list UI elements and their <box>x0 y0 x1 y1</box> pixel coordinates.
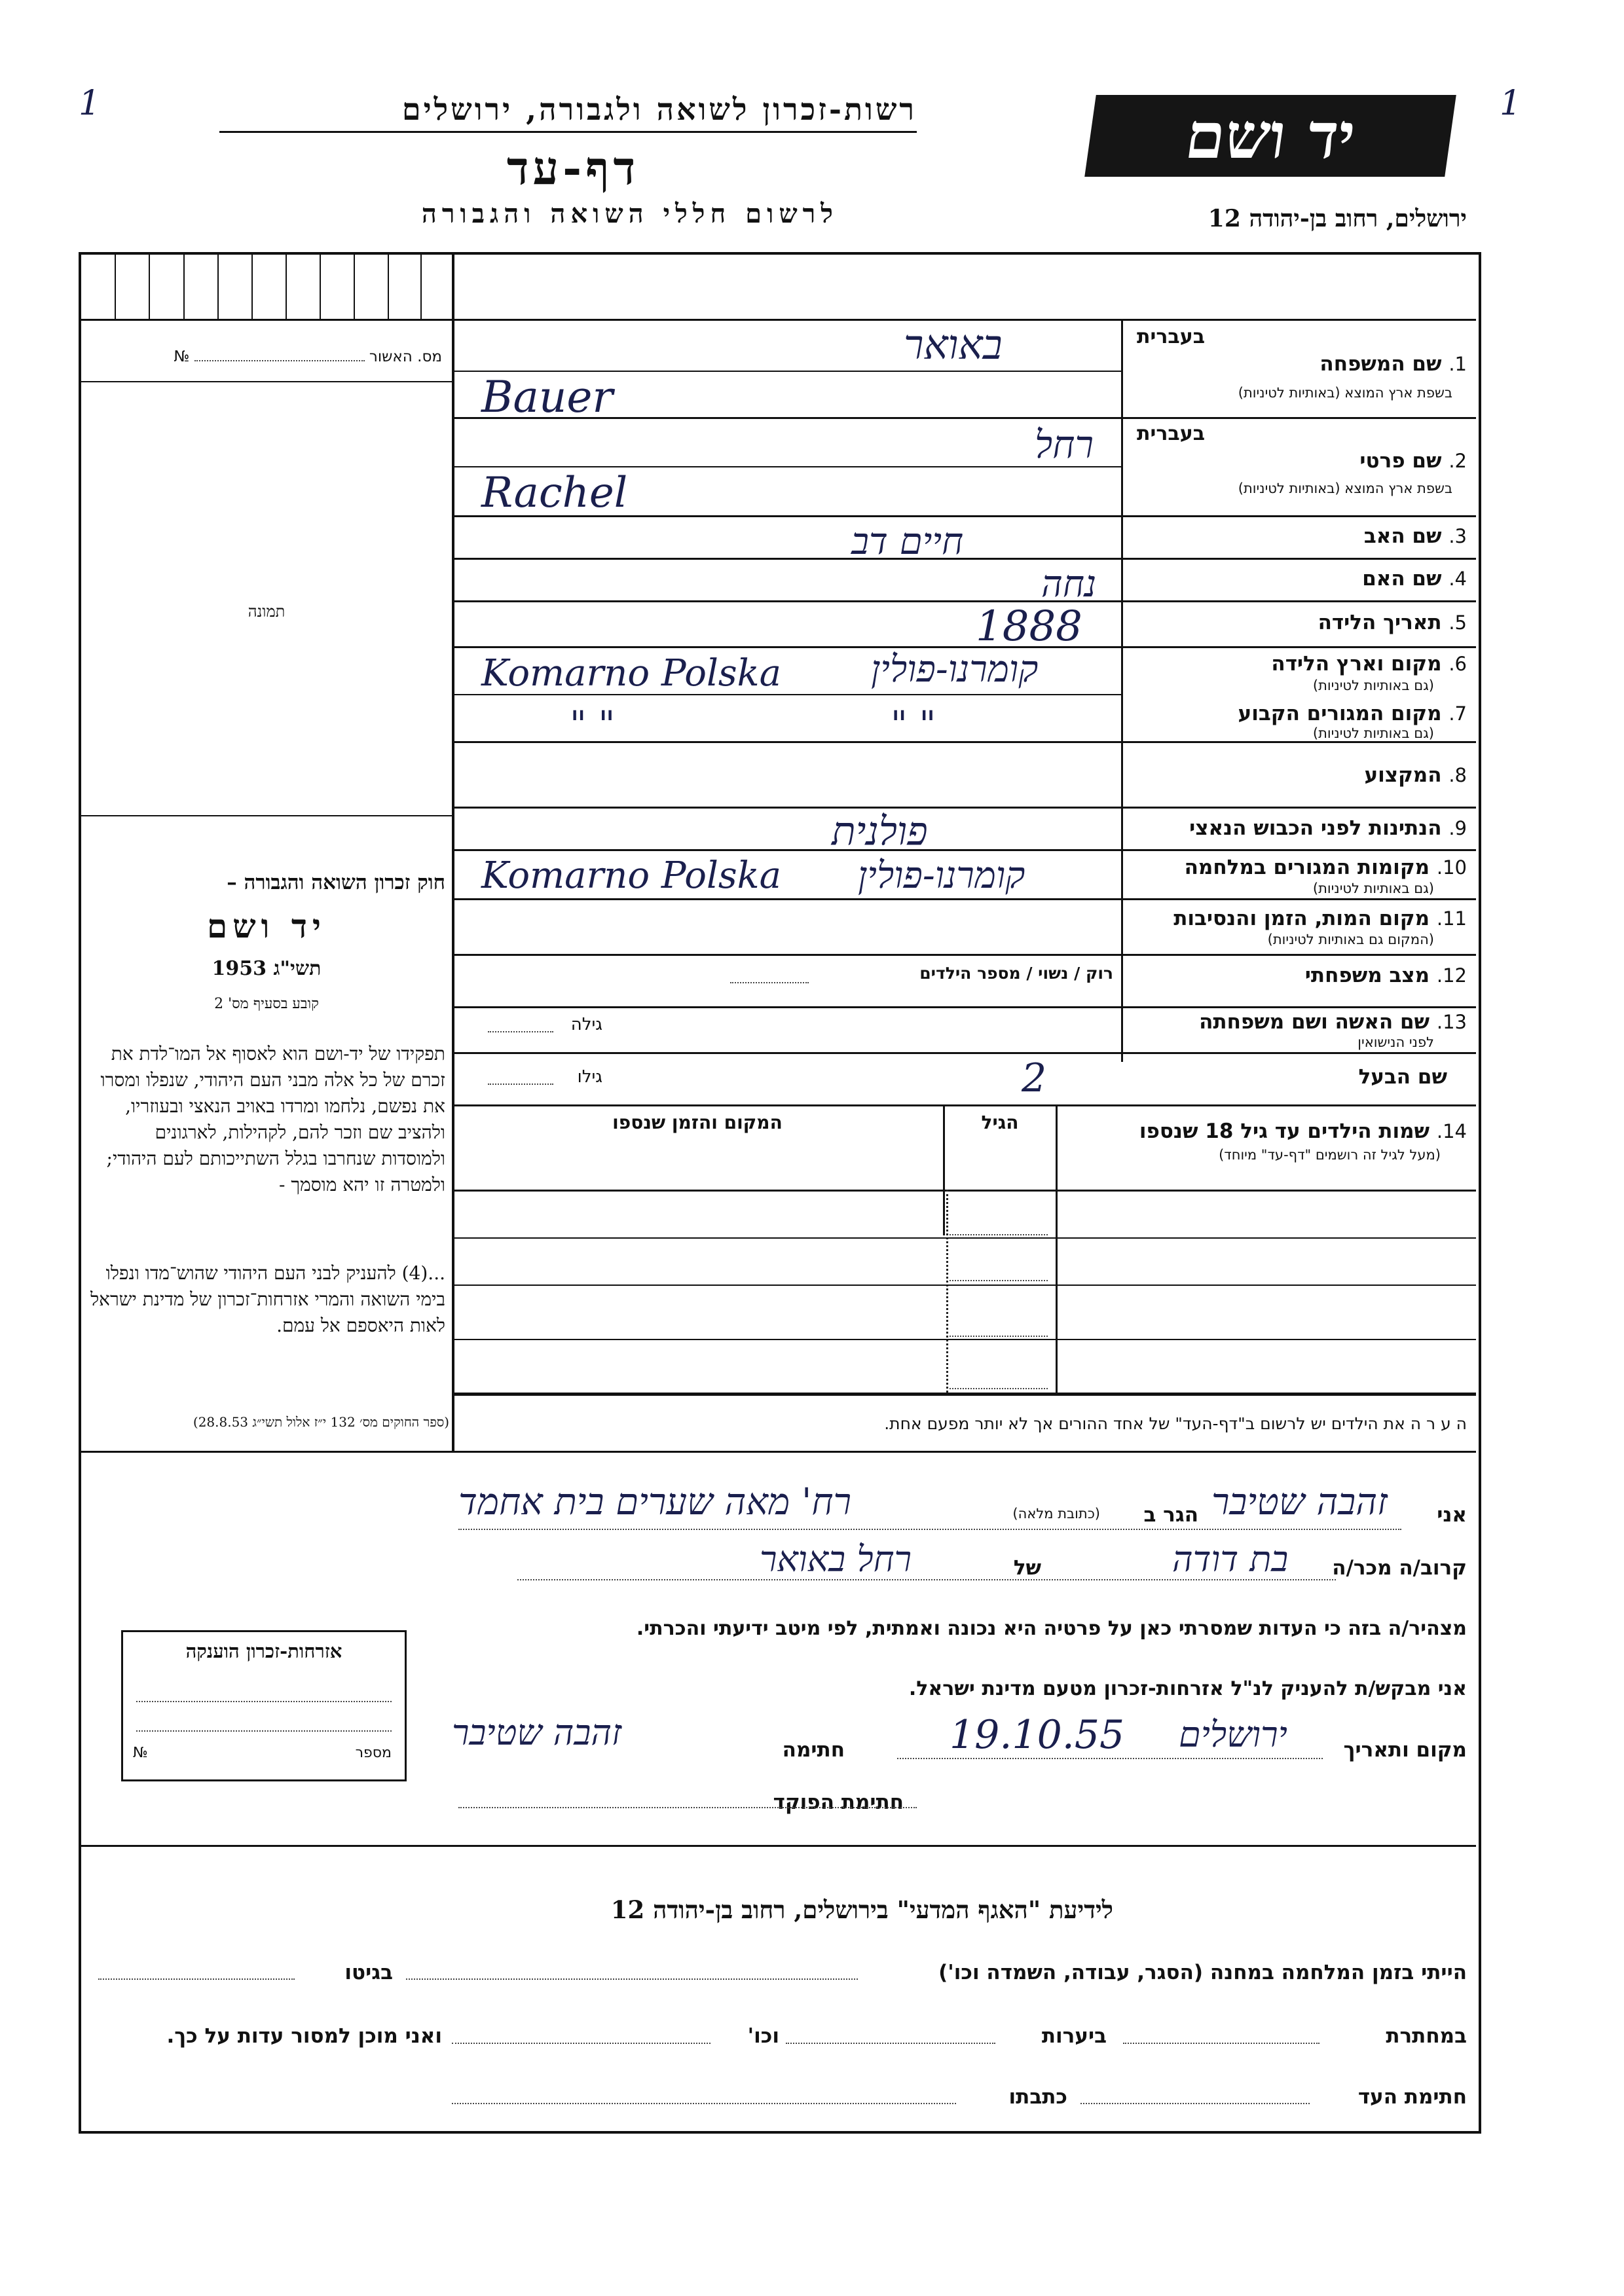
f9-value[interactable]: פולנית <box>832 809 928 854</box>
footer-line1-a: הייתי בזמן המלחמה במחנה (הסגר, עבודה, השמדה וכו') <box>938 1961 1467 1984</box>
f10-sub: (גם באותיות לטיניות) <box>1312 881 1434 896</box>
logo-text: יד ושם <box>1181 99 1360 173</box>
declaration-text: מצהיר/ה בזה כי העדות שמסרתי כאן על פרטיה היא נכונה ואמתית, לפי מיטב ידיעתי והכרתי. <box>636 1617 1467 1640</box>
f2-lang: בעברית <box>1137 422 1205 445</box>
date-value[interactable]: 19.10.55 <box>950 1712 1125 1758</box>
f6-value-latin[interactable]: Komarno Polska <box>481 652 781 695</box>
f3-value[interactable]: חיים דב <box>851 520 964 563</box>
citizenship-number-label: מספר <box>355 1745 392 1761</box>
law-clause: קובע בסעיף מס' 2 <box>214 996 319 1012</box>
yad-vashem-logo <box>1084 95 1456 177</box>
approval-number <box>85 348 442 365</box>
signature-value[interactable]: זהבה שטיבר <box>452 1712 622 1753</box>
law-text: תפקידו של יד-ושם הוא לאסוף אל המו־לדת את זכרם של כל אלה מבני העם היהודי, שנפלו ומסרו את נפשם, נלחמו ומרדו באויב הנאצי ובעוזריו, ולהציב שם וזכר להם, לקהילות, לארגונים ולמוסדות שנחרבו בגלל השתייכותם לעם היהודי; ולמטרה זו יהא מוסמך - <box>100 1043 445 1195</box>
f12-options: רוק / נשוי / מספר הילדים <box>919 964 1113 983</box>
f6-value-hebrew[interactable]: קומרנו-פולין <box>871 648 1039 691</box>
f10-value-latin[interactable]: Komarno Polska <box>481 854 781 897</box>
signature-label: חתימה <box>782 1738 845 1762</box>
footer-line3-b: כתבתו <box>1008 2085 1067 2109</box>
f13-label: 13. שם האשה ושם משפחתה <box>1199 1010 1467 1034</box>
f6-sub: (גם באותיות לטיניות) <box>1312 678 1434 693</box>
f2-label: 2. שם פרטי <box>1359 449 1467 473</box>
f1-sub: בשפת ארץ המוצא (באותיות לטיניות) <box>1238 385 1452 401</box>
footer-line3-a: חתימת העד <box>1357 2085 1467 2109</box>
footer-line2-a: במחתרת <box>1386 2024 1467 2048</box>
f7-value-latin[interactable]: " " <box>570 704 616 746</box>
lives-label: הגר ב <box>1143 1503 1198 1527</box>
f13-sub: לפני הנישואין <box>1357 1034 1434 1050</box>
f14-label: 14. שמות הילדים עד גיל 18 שנספו <box>1139 1120 1467 1143</box>
f1-label: 1. שם המשפחה <box>1320 352 1467 376</box>
place-value[interactable]: ירושלים <box>1179 1714 1287 1755</box>
f9-label: 9. הנתינות לפני הכבוש הנאצי <box>1189 816 1467 840</box>
approval-no-sign: № <box>174 348 190 365</box>
f2-value-latin[interactable]: Rachel <box>481 469 628 517</box>
f11-sub: (המקום גם באותיות לטיניות) <box>1267 932 1434 947</box>
footer-line2-b: ביערות <box>1041 2024 1107 2048</box>
f2-value-hebrew[interactable]: רחל <box>1035 422 1094 467</box>
law-citation: (ספר החוקים מס׳ 132 י״ז אלול תשי״ג 28.8.53) <box>193 1414 449 1430</box>
declarant-ani: אני <box>1437 1503 1467 1527</box>
husband-label: שם הבעל <box>1358 1065 1447 1089</box>
f2-sub: בשפת ארץ המוצא (באותיות לטיניות) <box>1238 481 1452 496</box>
place-date-label: מקום ותאריך <box>1343 1738 1467 1762</box>
of-label: של <box>1013 1556 1041 1580</box>
officer-label: חתימת הפוקד <box>773 1791 904 1814</box>
request-text: אני מבקש/ת להעניק לנ"ל אזרחות-זכרון מטעם מדינת ישראל. <box>908 1677 1467 1700</box>
f1-value-latin[interactable]: Bauer <box>481 372 613 422</box>
corner-mark-right: 1 <box>1500 84 1522 123</box>
form-subtitle: לרשום חללי השואה והגבורה <box>421 198 838 229</box>
f14-sub: (מעל לגיל זה רושמים "דף-עד" מיוחד) <box>1219 1147 1441 1163</box>
photo-label: תמונה <box>248 602 286 621</box>
law-text-2: ...(4) להעניק לבני העם היהודי שהוש־מדו ונפלו בימי השואה והמרי אזרחות־זכרון של מדינת ישראל לאות היאספם אל עמם. <box>90 1262 445 1336</box>
photo-area <box>81 383 452 815</box>
husband-age-label: גילו <box>577 1067 602 1087</box>
footer-line2-d: ואני מוכן למסור עדות על כך. <box>166 2024 442 2048</box>
f3-label: 3. שם האב <box>1363 524 1467 548</box>
declarant-name[interactable]: זהבה שטיבר <box>1211 1481 1388 1523</box>
f7-value-hebrew[interactable]: " " <box>891 704 936 746</box>
f10-value-hebrew[interactable]: קומרנו-פולין <box>858 854 1025 897</box>
husband-value[interactable]: 2 <box>1022 1055 1047 1101</box>
of-value[interactable]: רחל באואר <box>760 1539 912 1580</box>
children-note: ה ע ר ה את הילדים יש לרשום ב"דף-העד" של אחד ההורים אך לא יותר מפעם אחת. <box>884 1414 1467 1433</box>
citizenship-box <box>121 1630 407 1781</box>
law-title: חוק זכרון השואה והגבורה – <box>227 871 445 894</box>
f14-col-age: הגיל <box>981 1112 1019 1133</box>
f4-label: 4. שם האם <box>1362 567 1467 591</box>
f13-age-label: גילה <box>570 1015 602 1034</box>
f6-label: 6. מקום וארץ הלידה <box>1271 652 1467 676</box>
footer-line1-b: בגיטו <box>344 1961 393 1984</box>
f1-value-hebrew[interactable]: באואר <box>904 321 1003 369</box>
f7-label: 7. מקום המגורים הקבוע <box>1238 702 1467 725</box>
relation-value[interactable]: בת דודה <box>1172 1539 1289 1580</box>
f14-col-place: המקום והזמן שנספו <box>612 1112 783 1133</box>
law-year: תשי"ג 1953 <box>212 957 322 980</box>
f8-label: 8. המקצוע <box>1364 763 1467 787</box>
form-title: דף-עד <box>506 141 640 195</box>
corner-mark-left: 1 <box>79 84 101 123</box>
approval-label: מס. האשור <box>369 348 442 365</box>
relation-label: קרוב/ה מכר/ה <box>1332 1556 1467 1580</box>
address-sub: (כתובת מלאה) <box>1012 1506 1100 1522</box>
address: ירושלים, רחוב בן-יהודה 12 <box>1208 205 1467 232</box>
law-name: יד ושם <box>207 907 326 945</box>
f5-value[interactable]: 1888 <box>976 602 1082 651</box>
f5-label: 5. תאריך הלידה <box>1318 611 1467 634</box>
f1-lang: בעברית <box>1137 325 1205 348</box>
f10-label: 10. מקומות המגורים במלחמה <box>1184 856 1467 879</box>
address-value[interactable]: רח' מאה שערים בית אחמד <box>458 1481 852 1523</box>
f12-label: 12. מצב משפחתי <box>1304 964 1467 987</box>
footer-line2-c: וכו' <box>747 2024 779 2048</box>
authority-title: רשות-זכרון לשואה ולגבורה, ירושלים <box>401 92 917 127</box>
citizenship-number-sign: № <box>133 1745 148 1761</box>
footer-title: לידיעת "האגף המדעי" בירושלים, רחוב בן-יהודה 12 <box>610 1895 1113 1924</box>
citizenship-title: אזרחות-זכרון הוענקה <box>185 1640 342 1662</box>
f11-label: 11. מקום המות, הזמן והנסיבות <box>1173 907 1467 930</box>
f4-value[interactable]: נחה <box>1041 563 1097 606</box>
f7-sub: (גם באותיות לטיניות) <box>1312 725 1434 741</box>
